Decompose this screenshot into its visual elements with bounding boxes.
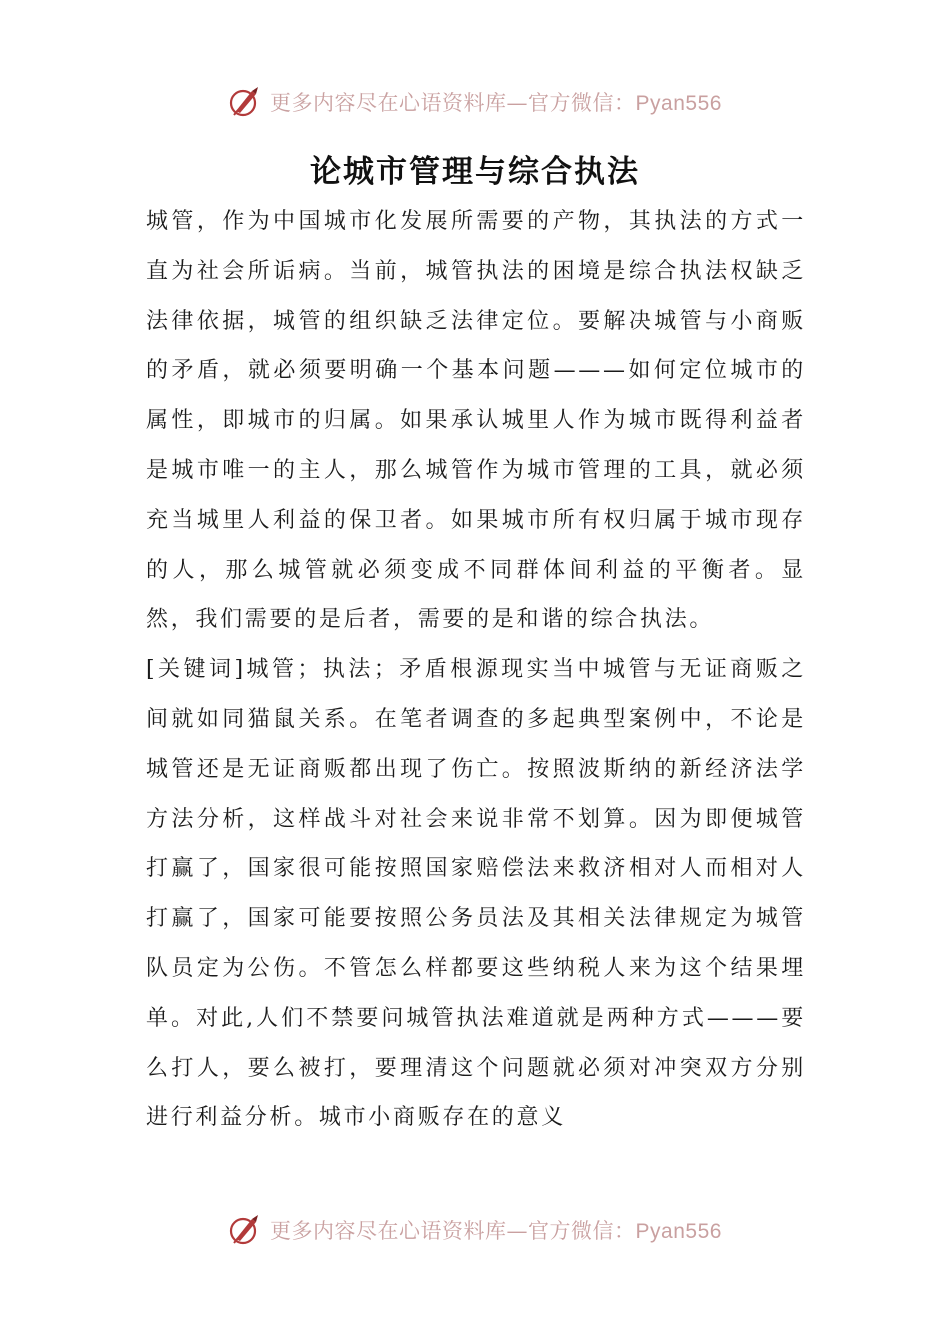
header-wechat-id: Pyan556 <box>635 92 722 115</box>
abstract-paragraph: 城管，作为中国城市化发展所需要的产物，其执法的方式一直为社会所诟病。当前，城管执法的困境是综合执法权缺乏法律依据，城管的组织缺乏法律定位。要解决城管与小商贩的矛盾，就必须要明确一个基本问题———如何定位城市的属性，即城市的归属。如果承认城里人作为城市既得利益者是城市唯一的主人，那么城管作为城市管理的工具，就必须充当城里人利益的保卫者。如果城市所有权归属于城市现存的人，那么城管就必须变成不同群体间利益的平衡者。显然，我们需要的是后者，需要的是和谐的综合执法。 <box>146 209 806 633</box>
document-body <box>146 197 806 1143</box>
footer-wechat-id: Pyan556 <box>635 1220 722 1243</box>
keywords-paragraph: [关键词]城管；执法；矛盾根源现实当中城管与无证商贩之间就如同猫鼠关系。在笔者调查的多起典型案例中，不论是城管还是无证商贩都出现了伤亡。按照波斯纳的新经济法学方法分析，这样战斗对社会来说非常不划算。因为即便城管打赢了，国家很可能按照国家赔偿法来救济相对人而相对人打赢了，国家可能要按照公务员法及其相关法律规定为城管队员定为公伤。不管怎么样都要这些纳税人来为这个结果埋单。对此,人们不禁要问城管执法难道就是两种方式———要么打人，要么被打，要理清这个问题就必须对冲突双方分别进行利益分析。城市小商贩存在的意义 <box>146 657 806 1131</box>
header-banner <box>0 82 950 122</box>
footer-banner <box>0 1210 950 1250</box>
footer-banner-text: 更多内容尽在心语资料库—官方微信：Pyan556 <box>270 1219 722 1243</box>
page-title: 论城市管理与综合执法 <box>310 154 640 190</box>
header-banner-text: 更多内容尽在心语资料库—官方微信：Pyan556 <box>270 91 722 115</box>
quill-logo-icon <box>228 1213 262 1247</box>
quill-logo-icon <box>228 85 262 119</box>
